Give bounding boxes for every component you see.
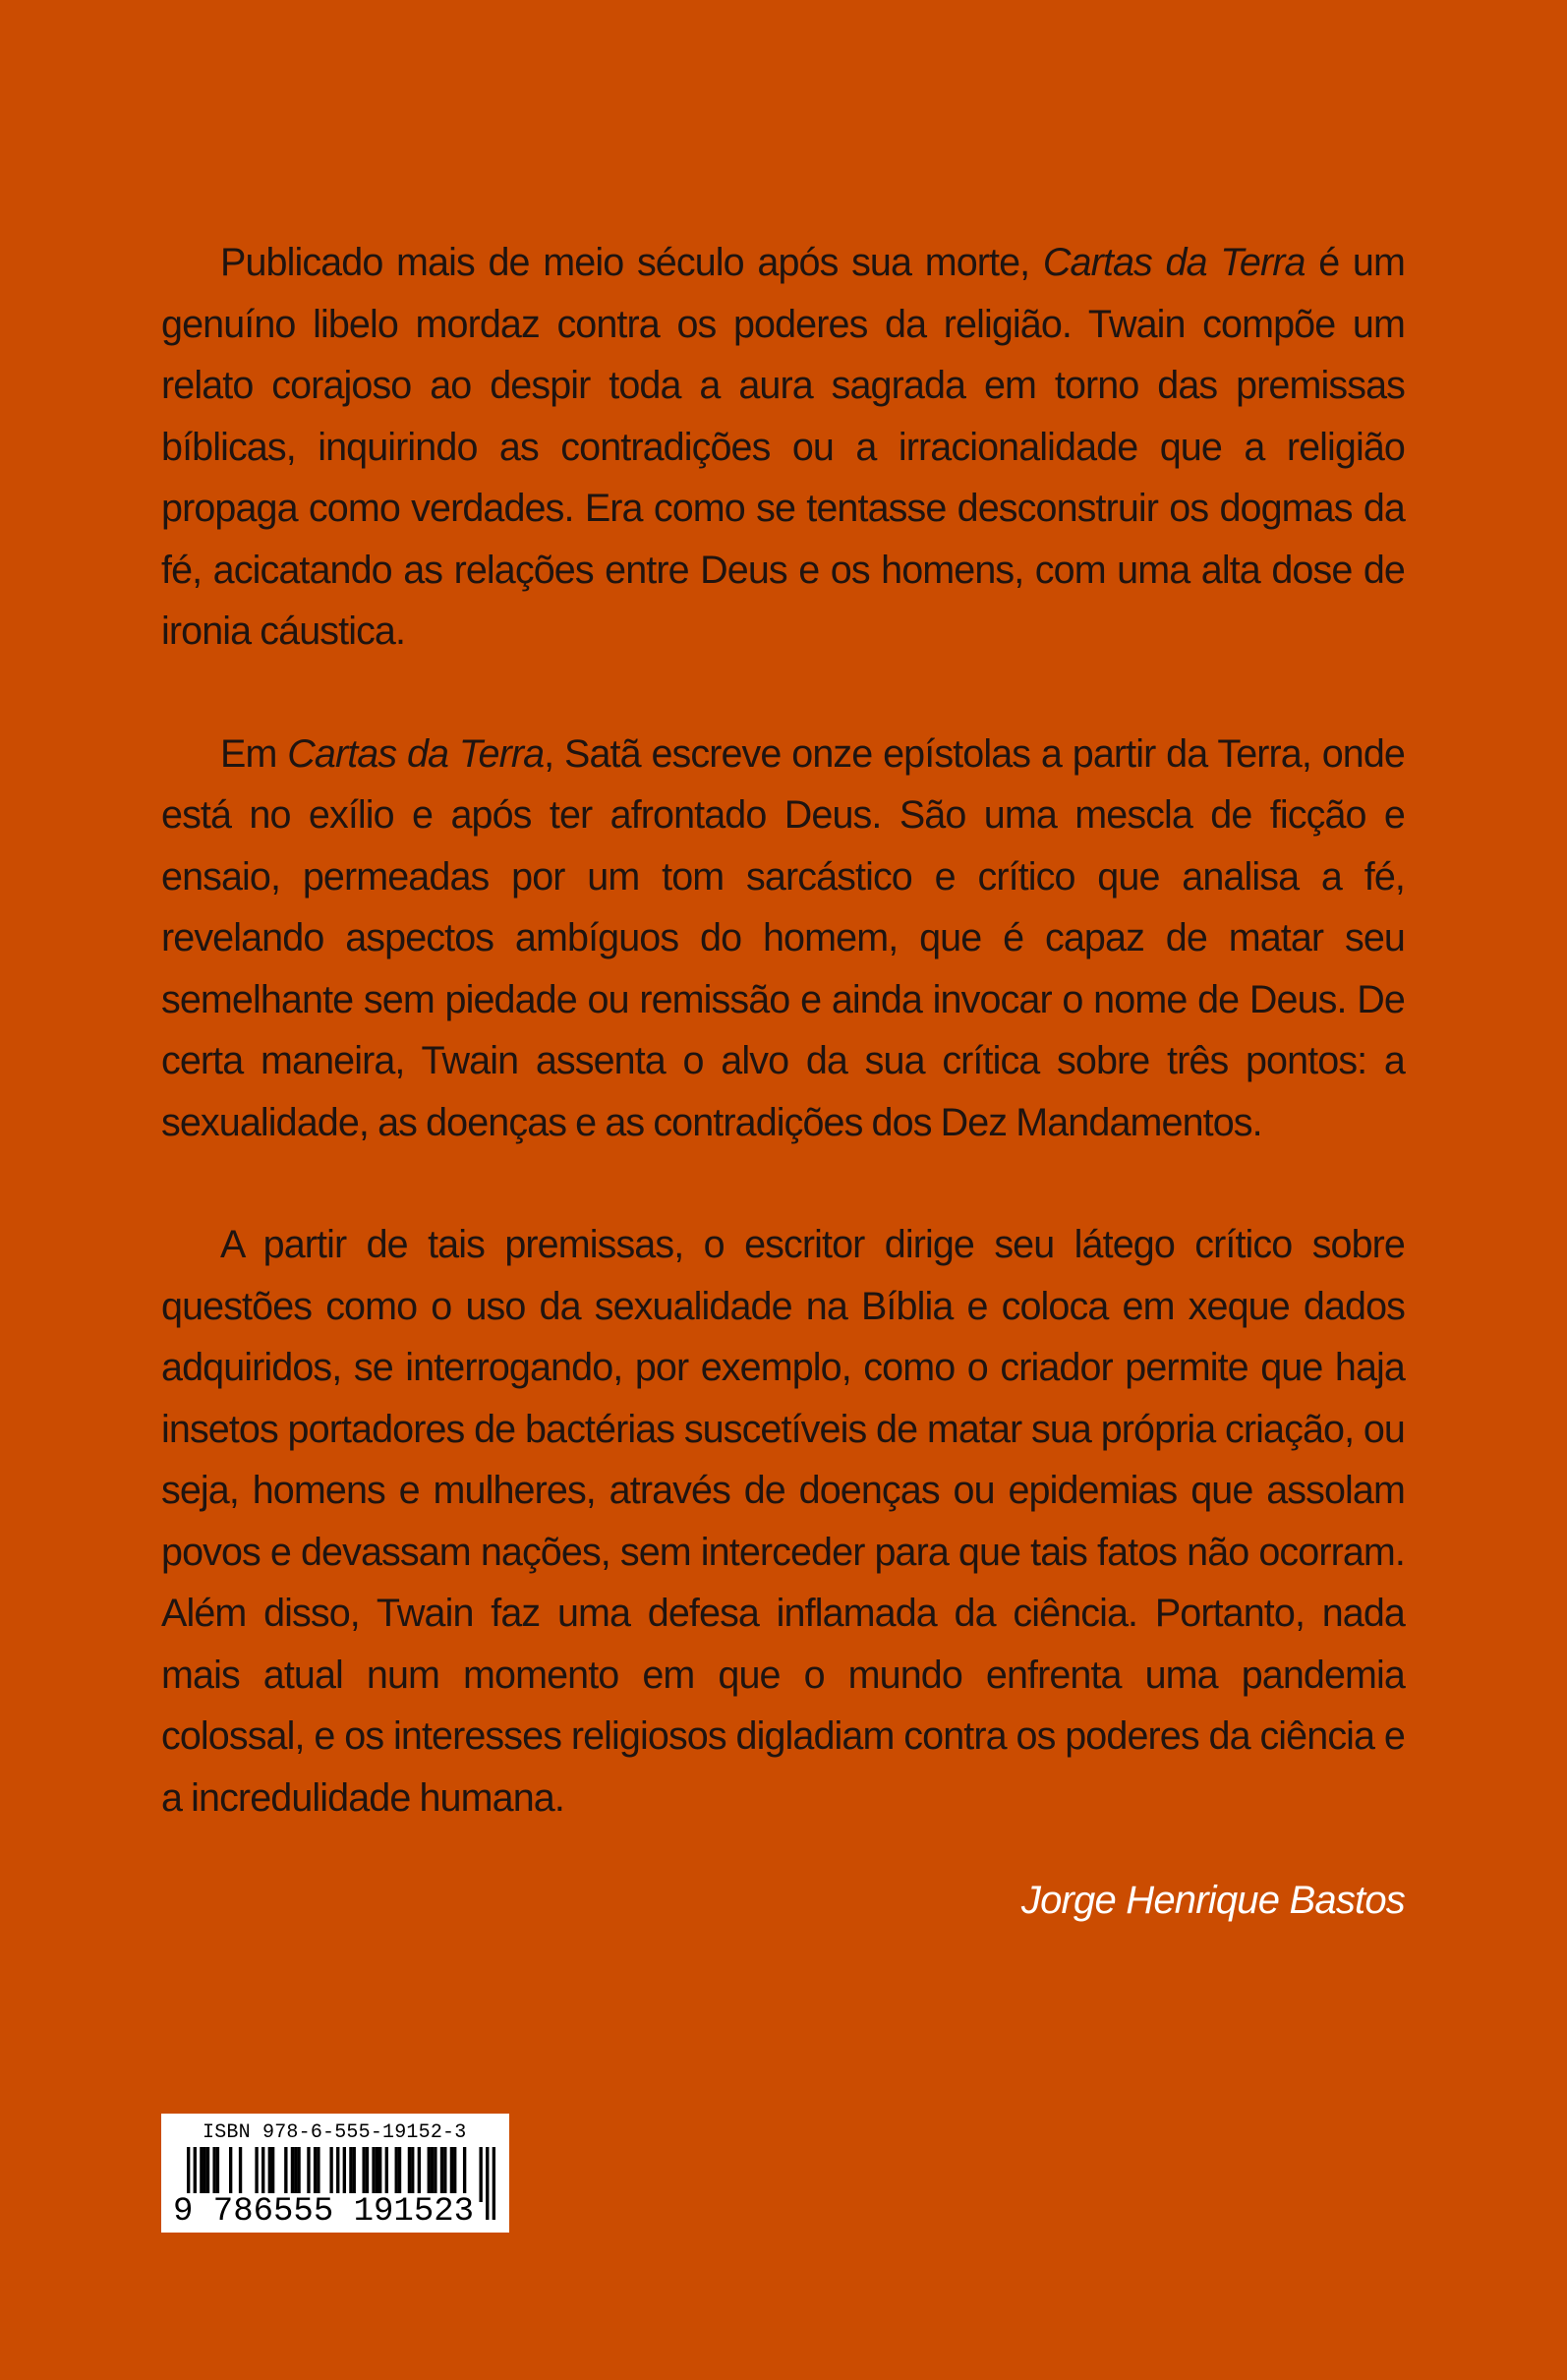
barcode-bar — [486, 2147, 489, 2220]
paragraph-2 — [161, 724, 1405, 1154]
isbn-label: ISBN 978-6-555-19152-3 — [203, 2121, 467, 2144]
paragraph-2-run-3: , Satã escreve onze epístolas a partir da Terra, onde está no exílio e após ter afrontado Deus. São uma mescla de ficção e ensaio, permeadas por um tom sarcástico e crítico que analisa a fé, revelando aspectos ambíguos do homem, que é capaz de matar seu semelhante sem piedade ou remissão e ainda invocar o nome de Deus. De certa maneira, Twain assenta o alvo da sua crítica sobre três pontos: a sexualidade, as doenças e as contradições dos Dez Mandamentos. — [161, 731, 1405, 1144]
book-title-italic: Cartas da Terra — [287, 731, 545, 776]
paragraph-1-run-3: é um genuíno libelo mordaz contra os poderes da religião. Twain compõe um relato corajoso ao despir toda a aura sagrada em torno das premissas bíblicas, inquirindo as contradições ou a irracionalidade que a religião propaga como verdades. Era como se tentasse desconstruir os dogmas da fé, acicatando as relações entre Deus e os homens, com uma alta dose de ironia cáustica. — [161, 241, 1405, 653]
author-signature: Jorge Henrique Bastos — [1020, 1879, 1405, 1922]
paragraph-1 — [161, 232, 1405, 663]
paragraph-3-run-1: A partir de tais premissas, o escritor dirige seu látego crítico sobre questões como o uso da sexualidade na Bíblia e coloca em xeque dados adquiridos, se interrogando, por exemplo, como o criador permite que haja insetos portadores de bactérias suscetíveis de matar sua própria criação, ou seja, homens e mulheres, através de doenças ou epidemias que assolam povos e devassam nações, sem interceder para que tais fatos não ocorram. Além disso, Twain faz uma defesa inflamada da ciência. Portanto, nada mais atual num momento em que o mundo enfrenta uma pandemia colossal, e os interesses religiosos digladiam contra os poderes da ciência e a incredulidade humana. — [161, 1223, 1405, 1820]
blurb-text — [161, 232, 1405, 1829]
isbn-barcode — [161, 2114, 509, 2233]
paragraph-1-run-1: Publicado mais de meio século após sua morte, — [220, 241, 1043, 284]
ean-digits: 9 786555 191523 — [173, 2193, 475, 2231]
paragraph-3 — [161, 1214, 1405, 1829]
barcode-bar — [493, 2147, 495, 2220]
book-title-italic: Cartas da Terra — [1042, 241, 1306, 284]
paragraph-2-run-1: Em — [220, 731, 288, 776]
barcode-bar — [479, 2147, 482, 2202]
